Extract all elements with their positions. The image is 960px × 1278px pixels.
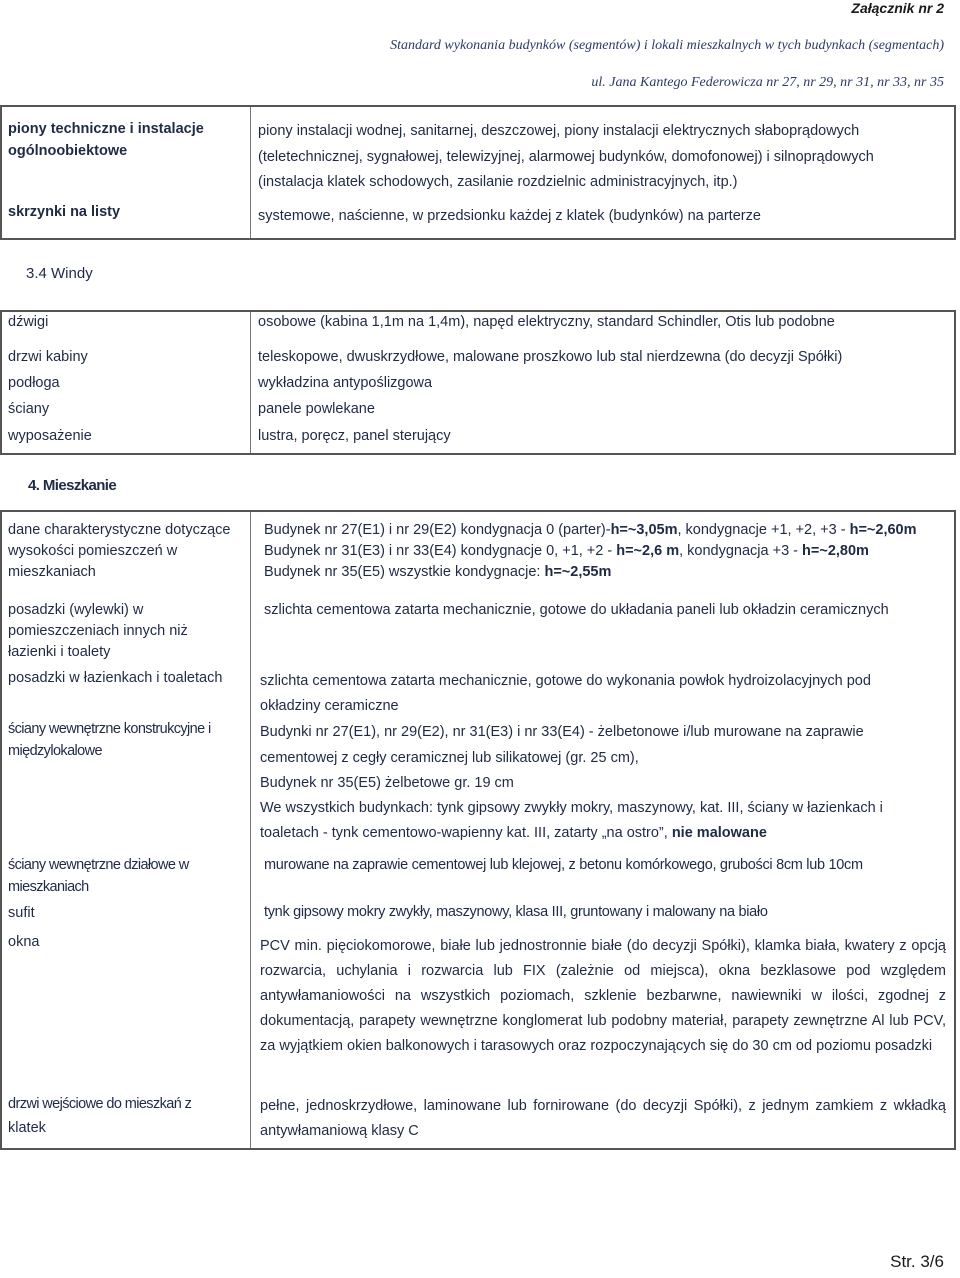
row-value: panele powlekane	[258, 401, 375, 417]
row-value: teleskopowe, dwuskrzydłowe, malowane proszkowo lub stal nierdzewna (do decyzji Spółki)	[258, 349, 843, 365]
row-value: Budynek nr 27(E1) i nr 29(E2) kondygnacja 0 (parter)-h=~3,05m, kondygnacje +1, +2, +3 - h=~2,60m	[264, 522, 917, 538]
attachment-label: Załącznik nr 2	[851, 0, 944, 16]
row-value: wykładzina antypoślizgowa	[258, 375, 433, 391]
row-label: pomieszczeniach innych niż	[8, 623, 188, 639]
row-label: międzylokalowe	[8, 743, 102, 759]
page-number: Str. 3/6	[890, 1252, 944, 1271]
row-value: okładziny ceramiczne	[260, 698, 399, 714]
row-label: drzwi wejściowe do mieszkań z	[8, 1096, 192, 1112]
row-label: podłoga	[8, 375, 60, 391]
row-label: wysokości pomieszczeń w	[8, 543, 178, 559]
row-label: ściany wewnętrzne konstrukcyjne i	[8, 721, 211, 737]
elevators-table	[0, 310, 956, 455]
address-line: ul. Jana Kantego Federowicza nr 27, nr 29, nr 31, nr 33, nr 35	[591, 75, 944, 90]
row-label: ściany	[8, 401, 50, 417]
row-label: okna	[8, 934, 40, 950]
row-value: szlichta cementowa zatarta mechanicznie, gotowe do wykonania powłok hydroizolacyjnych pod	[260, 673, 871, 689]
row-label: dźwigi	[8, 314, 49, 330]
row-label: drzwi kabiny	[8, 349, 88, 365]
column-divider	[250, 107, 251, 238]
row-value: pełne, jednoskrzydłowe, laminowane lub fornirowane (do decyzji Spółki), z jednym zamkiem z wkładką antywłamaniową klasy C	[260, 1098, 946, 1139]
row-value: systemowe, naścienne, w przedsionku każdej z klatek (budynków) na parterze	[258, 208, 761, 224]
row-label: skrzynki na listy	[8, 204, 121, 220]
row-value: Budynki nr 27(E1), nr 29(E2), nr 31(E3) i nr 33(E4) - żelbetonowe i/lub murowane na zaprawie	[260, 724, 864, 740]
row-label: klatek	[8, 1120, 46, 1136]
row-label: posadzki w łazienkach i toaletach	[8, 670, 223, 686]
row-value: Budynek nr 35(E5) żelbetowe gr. 19 cm	[260, 775, 514, 791]
row-value: Budynek nr 31(E3) i nr 33(E4) kondygnacje 0, +1, +2 - h=~2,6 m, kondygnacja +3 - h=~2,80m	[264, 543, 869, 559]
row-value: cementowej z cegły ceramicznej lub silikatowej (gr. 25 cm),	[260, 750, 639, 766]
apartment-table	[0, 510, 956, 1150]
installations-table	[0, 105, 956, 240]
row-value: murowane na zaprawie cementowej lub klejowej, z betonu komórkowego, grubości 8cm lub 10cm	[264, 857, 863, 873]
row-label: łazienki i toalety	[8, 644, 111, 660]
row-value: (teletechnicznej, sygnałowej, telewizyjnej, alarmowej budynków, domofonowej) i silnoprądowych	[258, 149, 874, 165]
column-divider	[250, 312, 251, 453]
row-label: sufit	[8, 905, 35, 921]
row-label: piony techniczne i instalacje	[8, 121, 204, 137]
row-value: lustra, poręcz, panel sterujący	[258, 428, 451, 444]
row-label: ściany wewnętrzne działowe w	[8, 857, 189, 873]
row-value: PCV min. pięciokomorowe, białe lub jednostronnie białe (do decyzji Spółki), klamka biała, kwatery z opcją rozwarcia, uchylania i rozwarcia lub FIX (zależnie od miejsca), okna bezklasowe pod względem antywłamaniowości na wszystkich poziomach, szklenie bezbarwne, nawiewniki w ilości, zgodnej z dokumentacją, parapety wewnętrzne konglomerat lub podobny materiał, parapety zewnętrzne Al lub PCV, za wyjątkiem okien balkonowych i tarasowych oraz rozpoczynających się do 30 cm od poziomu posadzki	[260, 938, 946, 1054]
row-label: posadzki (wylewki) w	[8, 602, 144, 618]
row-value: szlichta cementowa zatarta mechanicznie, gotowe do układania paneli lub okładzin ceramicznych	[264, 602, 889, 618]
row-value: piony instalacji wodnej, sanitarnej, deszczowej, piony instalacji elektrycznych słaboprądowych	[258, 123, 860, 139]
row-label: dane charakterystyczne dotyczące	[8, 522, 231, 538]
section-title-windy: 3.4 Windy	[26, 265, 93, 282]
row-value: toaletach - tynk cementowo-wapienny kat. III, zatarty „na ostro”, nie malowane	[260, 825, 767, 841]
row-label: mieszkaniach	[8, 879, 89, 895]
row-label: mieszkaniach	[8, 564, 96, 580]
row-value: We wszystkich budynkach: tynk gipsowy zwykły mokry, maszynowy, kat. III, ściany w łazienkach i	[260, 800, 883, 816]
row-value: tynk gipsowy mokry zwykły, maszynowy, klasa III, gruntowany i malowany na biało	[264, 904, 768, 920]
row-label: ogólnoobiektowe	[8, 143, 128, 159]
column-divider	[250, 512, 251, 1148]
row-value: Budynek nr 35(E5) wszystkie kondygnacje: h=~2,55m	[264, 564, 612, 580]
document-subtitle: Standard wykonania budynków (segmentów) i lokali mieszkalnych w tych budynkach (segmentach)	[390, 38, 944, 53]
section-title-mieszkanie: 4. Mieszkanie	[28, 477, 117, 494]
row-label: wyposażenie	[8, 428, 92, 444]
row-value: osobowe (kabina 1,1m na 1,4m), napęd elektryczny, standard Schindler, Otis lub podobne	[258, 314, 835, 330]
row-value: (instalacja klatek schodowych, zasilanie rozdzielnic administracyjnych, itp.)	[258, 174, 738, 190]
